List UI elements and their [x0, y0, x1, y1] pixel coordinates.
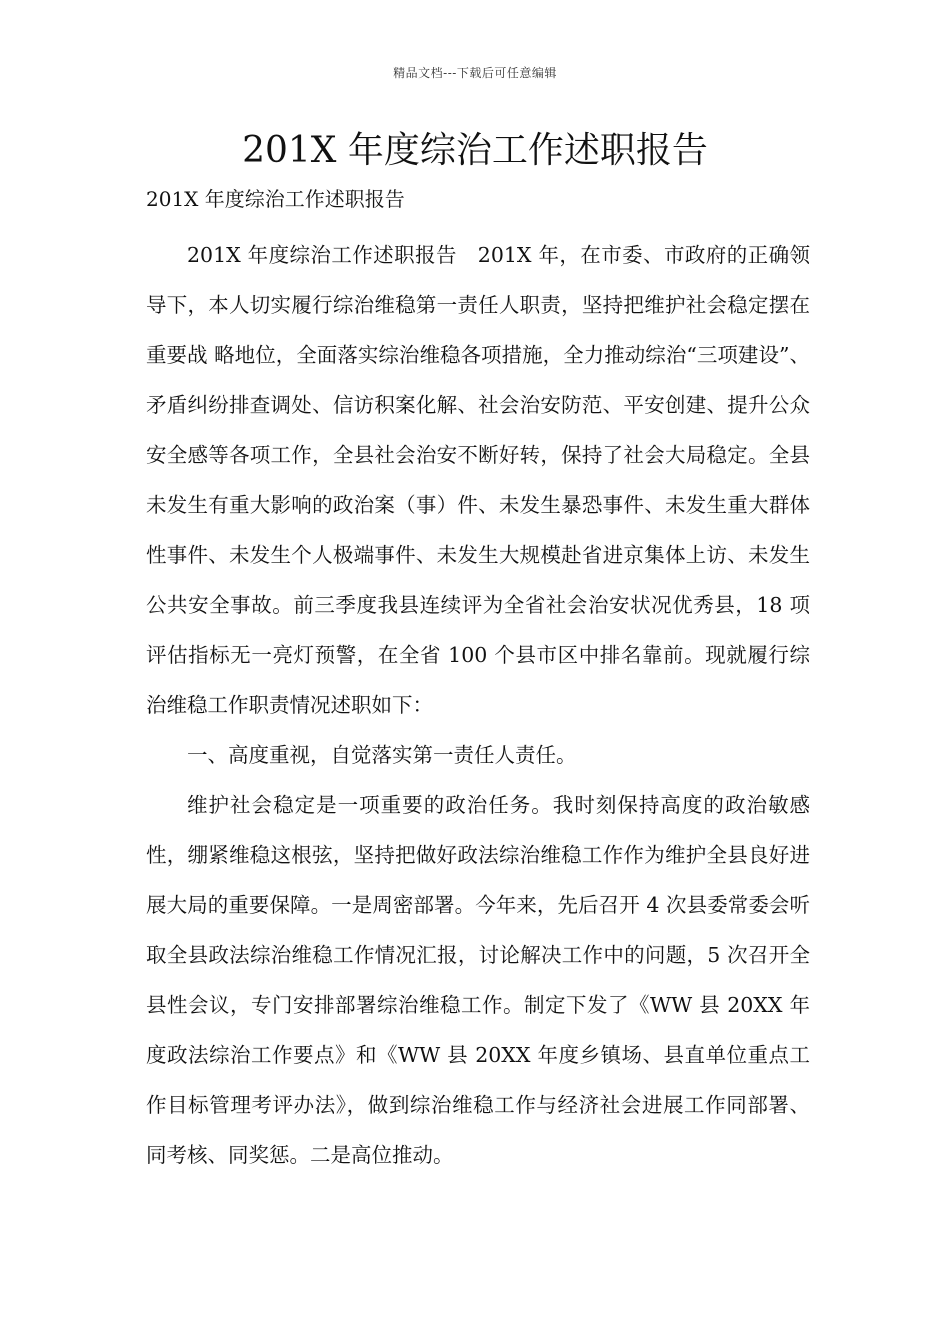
paragraph-intro: 201X 年度综治工作述职报告 201X 年，在市委、市政府的正确领导下，本人切实履行综治维稳第一责任人职责，坚持把维护社会稳定摆在重要战 略地位，全面落实综治维稳各项措施，全力推动综治“三项建设”、矛盾纠纷排查调处、信访积案化解、社会治安防范、平安创建、提升公众安全感等各项工作，全县社会治安不断好转，保持了社会大局稳定。全县未发生有重大影响的政治案（事）件、未发生暴恐事件、未发生重大群体性事件、未发生个人极端事件、未发生大规模赴省进京集体上访、未发生公共安全事故。前三季度我县连续评为全省社会治安状况优秀县，18 项评估指标无一亮灯预警，在全省 100 个县市区中排名靠前。现就履行综治维稳工作职责情况述职如下： [146, 243, 810, 717]
document-body [146, 230, 810, 1180]
section-heading-1: 一、高度重视，自觉落实第一责任人责任。 [187, 743, 577, 767]
document-subtitle: 201X 年度综治工作述职报告 [146, 187, 405, 211]
document-title: 201X 年度综治工作述职报告 [242, 130, 708, 171]
paragraph-section-1: 维护社会稳定是一项重要的政治任务。我时刻保持高度的政治敏感性，绷紧维稳这根弦，坚持把做好政法综治维稳工作作为维护全县良好进展大局的重要保障。一是周密部署。今年来，先后召开 4 次县委常委会听取全县政法综治维稳工作情况汇报，讨论解决工作中的问题，5 次召开全县性会议，专门安排部署综治维稳工作。制定下发了《WW 县 20XX 年度政法综治工作要点》和《WW 县 20XX 年度乡镇场、县直单位重点工作目标管理考评办法》，做到综治维稳工作与经济社会进展工作同部署、同考核、同奖惩。二是高位推动。 [146, 793, 810, 1167]
header-note: 精品文档---下载后可任意编辑 [393, 66, 557, 80]
